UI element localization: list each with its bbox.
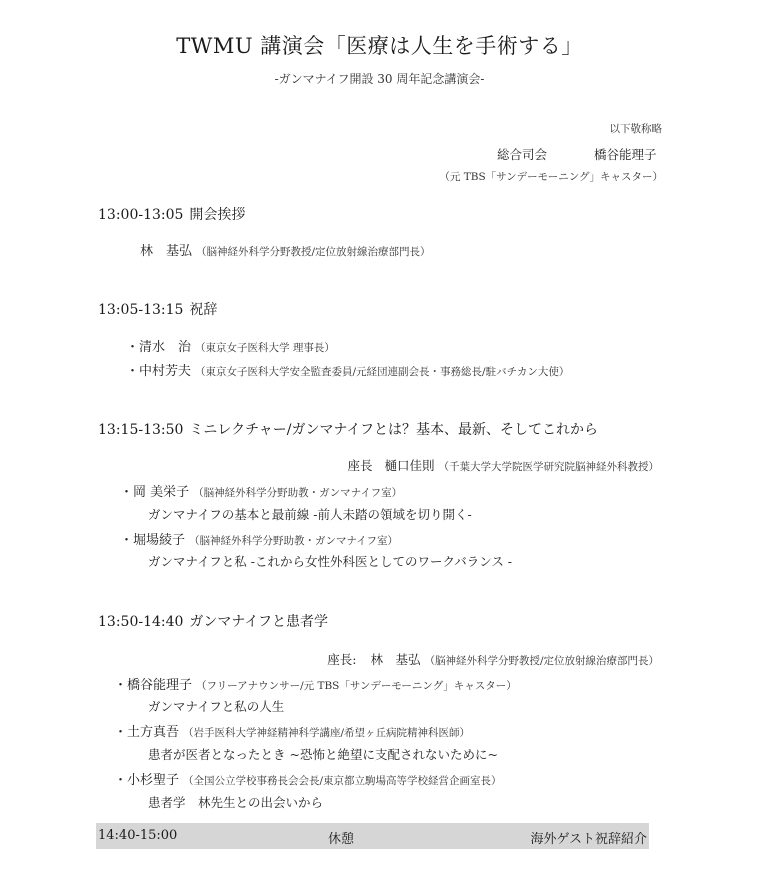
- speaker-row: [114, 674, 517, 693]
- session-heading: [98, 299, 217, 319]
- speaker-affiliation: （岩手医科大学神経精神科学講座/希望ヶ丘病院精神科医師）: [183, 727, 471, 739]
- talk-title: 患者が医者となったとき ~恐怖と絶望に支配されないために~: [148, 747, 498, 762]
- chair-label: 座長: [347, 458, 373, 473]
- session-heading: [98, 204, 245, 224]
- mc-affiliation: （元 TBS「サンデーモーニング」キャスター）: [439, 171, 663, 183]
- speaker-affiliation: （脳神経外科学分野教授/定位放射線治療部門長）: [196, 246, 431, 258]
- page-title: TWMU 講演会「医療は人生を手術する」: [176, 34, 583, 58]
- speaker-name: ・清水 治: [126, 340, 192, 355]
- page-subtitle: -ガンマナイフ開設 30 周年記念講演会-: [274, 72, 485, 86]
- speaker-name: ・堀場綾子: [120, 533, 186, 548]
- speaker-row: [126, 360, 569, 379]
- speaker-row: [120, 481, 402, 500]
- speaker-name: ・岡 美栄子: [120, 485, 190, 500]
- speaker-row: [140, 240, 431, 259]
- break-bar: [96, 823, 649, 849]
- speaker-affiliation: （フリーアナウンサー/元 TBS「サンデーモーニング」キャスター）: [196, 680, 517, 692]
- honorific-note: 以下敬称略: [609, 123, 662, 135]
- speaker-row: [114, 769, 502, 788]
- chair-row: [347, 456, 659, 474]
- speaker-name: 林 基弘: [140, 244, 193, 259]
- speaker-name: ・土方真吾: [114, 725, 180, 740]
- speaker-name: ・小杉聖子: [114, 773, 180, 788]
- speaker-row: [126, 336, 335, 355]
- speaker-affiliation: （脳神経外科学分野助教・ガンマナイフ室）: [189, 535, 398, 547]
- speaker-affiliation: （全国公立学校事務長会会長/東京都立駒場高等学校経営企画室長）: [183, 775, 502, 787]
- speaker-name: ・中村芳夫: [126, 364, 192, 379]
- session-label: ガンマナイフと患者学: [189, 614, 329, 630]
- talk-title: 患者学 林先生との出会いから: [148, 795, 324, 810]
- session-label: ミニレクチャー/ガンマナイフとは？基本、最新、そしてこれから: [189, 422, 599, 438]
- talk-title: ガンマナイフと私 -これから女性外科医としてのワークバランス -: [148, 554, 513, 569]
- speaker-row: [120, 529, 398, 548]
- chair-affiliation: （脳神経外科学分野教授/定位放射線治療部門長）: [424, 655, 659, 667]
- chair-affiliation: （千葉大学大学院医学研究院脳神経外科教授）: [438, 461, 659, 473]
- session-time: 13:50-14:40: [98, 614, 184, 630]
- break-note: 海外ゲスト祝辞紹介: [530, 832, 647, 847]
- session-label: 祝辞: [189, 302, 218, 318]
- speaker-affiliation: （脳神経外科学分野助教・ガンマナイフ室）: [193, 487, 403, 499]
- chair-name: 林 基弘: [370, 652, 421, 667]
- speaker-affiliation: （東京女子医科大学 理事長）: [195, 342, 335, 354]
- mc-role: 総合司会: [497, 147, 548, 162]
- mc-name: 橋谷能理子: [594, 147, 657, 162]
- talk-title: ガンマナイフの基本と最前線 -前人未踏の領域を切り開く-: [148, 507, 472, 522]
- session-heading: [98, 611, 328, 631]
- speaker-name: ・橋谷能理子: [114, 678, 193, 693]
- session-label: 開会挨拶: [189, 207, 246, 223]
- session-time: 13:15-13:50: [98, 422, 184, 438]
- chair-label: 座長:: [327, 652, 357, 667]
- session-time: 13:00-13:05: [98, 207, 184, 223]
- chair-name: 樋口佳則: [384, 458, 435, 473]
- break-label: 休憩: [328, 832, 355, 847]
- break-time: 14:40-15:00: [98, 828, 178, 843]
- speaker-affiliation: （東京女子医科大学安全監査委員/元経団連副会長・事務総長/駐バチカン大使）: [195, 366, 570, 378]
- chair-row: [327, 650, 659, 668]
- talk-title: ガンマナイフと私の人生: [148, 699, 285, 714]
- session-heading: [98, 419, 598, 439]
- session-time: 13:05-13:15: [98, 302, 184, 318]
- speaker-row: [114, 721, 470, 740]
